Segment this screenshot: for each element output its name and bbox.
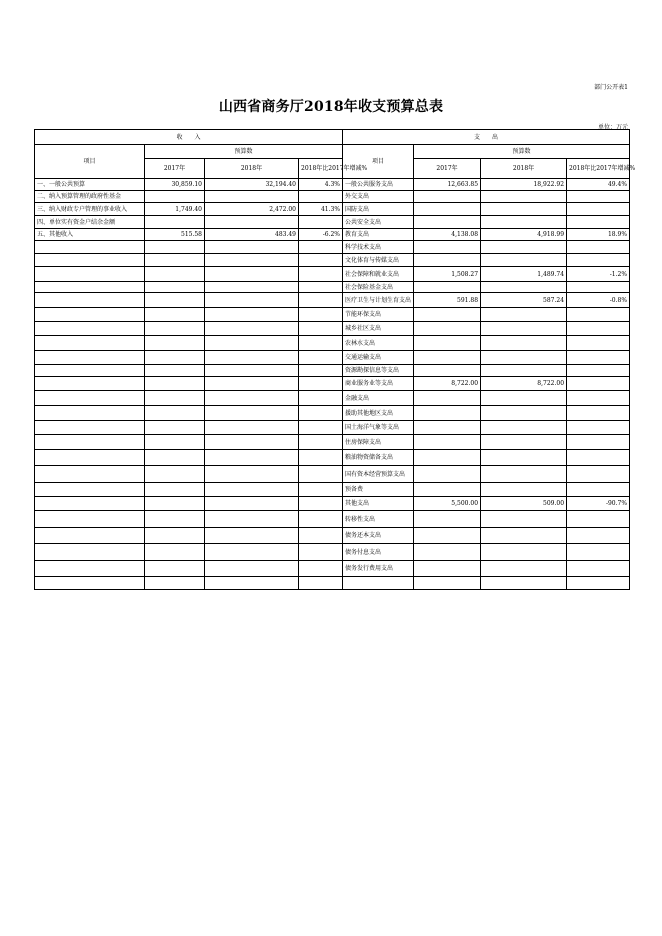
- expense-2017-cell: [414, 528, 481, 544]
- table-row: [35, 179, 630, 191]
- income-item-cell: 四、单位实有资金户结余金额: [35, 216, 145, 229]
- expense-2018-cell: [481, 203, 567, 216]
- table-row: [35, 377, 630, 391]
- expense-2017-cell: [414, 282, 481, 293]
- income-2017-cell: [145, 282, 205, 293]
- income-change-cell: [299, 254, 343, 267]
- expense-2017-cell: [414, 322, 481, 336]
- expense-2017-cell: [414, 391, 481, 406]
- expense-item-cell: 援助其他地区支出: [343, 406, 414, 421]
- income-item-cell: 一、一般公共预算: [35, 179, 145, 191]
- expense-2018-cell: [481, 365, 567, 377]
- income-2018-cell: [205, 544, 299, 561]
- income-item-cell: [35, 351, 145, 365]
- income-2018-header: 2018年: [205, 159, 299, 179]
- income-2017-cell: [145, 322, 205, 336]
- income-2017-cell: [145, 351, 205, 365]
- table-row: [35, 483, 630, 497]
- expense-change-cell: [567, 336, 630, 351]
- expense-2017-cell: 591.88: [414, 293, 481, 308]
- expense-item-cell: 债务发行费用支出: [343, 561, 414, 577]
- expense-2018-cell: [481, 336, 567, 351]
- expense-change-cell: [567, 561, 630, 577]
- income-2018-cell: [205, 282, 299, 293]
- income-change-cell: [299, 216, 343, 229]
- expense-item-cell: [343, 577, 414, 590]
- table-row: [35, 497, 630, 511]
- expense-item-cell: 医疗卫生与计划生育支出: [343, 293, 414, 308]
- expense-2017-cell: [414, 365, 481, 377]
- expense-2017-cell: [414, 241, 481, 254]
- income-change-cell: [299, 483, 343, 497]
- income-budget-header: 预算数: [145, 145, 343, 159]
- expense-item-cell: 教育支出: [343, 229, 414, 241]
- expense-item-cell: 节能环保支出: [343, 308, 414, 322]
- expense-change-cell: [567, 203, 630, 216]
- expense-change-cell: [567, 421, 630, 435]
- income-change-cell: [299, 351, 343, 365]
- income-change-cell: [299, 377, 343, 391]
- income-change-cell: [299, 282, 343, 293]
- income-item-cell: [35, 254, 145, 267]
- expense-2018-cell: [481, 528, 567, 544]
- income-change-cell: 4.3%: [299, 179, 343, 191]
- table-row: [35, 191, 630, 203]
- expense-change-cell: [567, 241, 630, 254]
- income-2018-cell: [205, 254, 299, 267]
- income-2018-cell: [205, 435, 299, 450]
- income-item-cell: [35, 241, 145, 254]
- income-item-cell: [35, 282, 145, 293]
- table-code-label: 部门公开表1: [594, 84, 628, 91]
- table-row: [35, 421, 630, 435]
- expense-2018-cell: 8,722.00: [481, 377, 567, 391]
- expense-2017-cell: [414, 577, 481, 590]
- expense-change-cell: [567, 435, 630, 450]
- income-item-cell: [35, 577, 145, 590]
- expense-change-cell: 18.9%: [567, 229, 630, 241]
- income-change-cell: [299, 466, 343, 483]
- table-row: [35, 435, 630, 450]
- income-change-cell: 41.3%: [299, 203, 343, 216]
- expense-2017-header: 2017年: [414, 159, 481, 179]
- income-2018-cell: [205, 450, 299, 466]
- expense-change-cell: [567, 282, 630, 293]
- table-row: [35, 241, 630, 254]
- income-change-cell: [299, 528, 343, 544]
- income-change-cell: [299, 322, 343, 336]
- expense-item-cell: 国防支出: [343, 203, 414, 216]
- income-item-cell: [35, 466, 145, 483]
- expense-item-cell: 农林水支出: [343, 336, 414, 351]
- income-change-cell: [299, 365, 343, 377]
- table-row: [35, 466, 630, 483]
- income-2018-cell: [205, 391, 299, 406]
- income-item-cell: 二、纳入预算管理的政府性基金: [35, 191, 145, 203]
- expense-header: 支 出: [343, 130, 630, 145]
- expense-item-cell: 社会保险基金支出: [343, 282, 414, 293]
- income-2017-cell: [145, 511, 205, 528]
- expense-change-cell: [567, 351, 630, 365]
- income-item-header: 项目: [35, 145, 145, 179]
- section-header-row: [35, 130, 630, 145]
- expense-item-header: 项目: [343, 145, 414, 179]
- table-row: [35, 293, 630, 308]
- income-2018-cell: [205, 308, 299, 322]
- expense-item-cell: 社会保障和就业支出: [343, 267, 414, 282]
- income-2017-cell: [145, 191, 205, 203]
- income-change-cell: [299, 544, 343, 561]
- table-row: [35, 511, 630, 528]
- expense-item-cell: 债务还本支出: [343, 528, 414, 544]
- income-2018-cell: [205, 377, 299, 391]
- expense-item-cell: 外交支出: [343, 191, 414, 203]
- income-item-cell: [35, 406, 145, 421]
- income-2018-cell: [205, 241, 299, 254]
- expense-change-cell: [567, 577, 630, 590]
- income-item-cell: [35, 322, 145, 336]
- table-row: [35, 229, 630, 241]
- income-item-cell: [35, 336, 145, 351]
- expense-2018-cell: [481, 406, 567, 421]
- expense-change-cell: [567, 377, 630, 391]
- expense-change-cell: 49.4%: [567, 179, 630, 191]
- table-row: [35, 216, 630, 229]
- income-change-cell: [299, 561, 343, 577]
- income-change-cell: -6.2%: [299, 229, 343, 241]
- expense-2018-cell: [481, 450, 567, 466]
- expense-2018-cell: [481, 351, 567, 365]
- expense-2017-cell: [414, 450, 481, 466]
- expense-2018-cell: [481, 421, 567, 435]
- expense-2017-cell: 1,508.27: [414, 267, 481, 282]
- expense-item-cell: 国有资本经营预算支出: [343, 466, 414, 483]
- income-2018-cell: [205, 336, 299, 351]
- income-item-cell: [35, 377, 145, 391]
- income-item-cell: [35, 511, 145, 528]
- table-row: [35, 561, 630, 577]
- income-2017-cell: [145, 267, 205, 282]
- expense-item-cell: 一般公共服务支出: [343, 179, 414, 191]
- income-change-cell: [299, 191, 343, 203]
- income-2017-cell: [145, 544, 205, 561]
- expense-2017-cell: 8,722.00: [414, 377, 481, 391]
- expense-change-cell: -0.8%: [567, 293, 630, 308]
- income-2018-cell: [205, 511, 299, 528]
- income-2017-cell: [145, 497, 205, 511]
- income-2018-cell: [205, 293, 299, 308]
- income-2017-cell: [145, 435, 205, 450]
- expense-2018-cell: [481, 483, 567, 497]
- expense-item-cell: 国土海洋气象等支出: [343, 421, 414, 435]
- income-2018-cell: 483.49: [205, 229, 299, 241]
- expense-2017-cell: [414, 216, 481, 229]
- page-title: 山西省商务厅2018年收支预算总表: [218, 99, 444, 115]
- income-2018-cell: [205, 191, 299, 203]
- income-2018-cell: [205, 351, 299, 365]
- income-change-cell: [299, 293, 343, 308]
- income-item-cell: [35, 308, 145, 322]
- table-row: [35, 450, 630, 466]
- table-row: [35, 322, 630, 336]
- income-2017-cell: [145, 365, 205, 377]
- income-change-cell: [299, 511, 343, 528]
- income-change-cell: [299, 497, 343, 511]
- income-item-cell: [35, 421, 145, 435]
- income-item-cell: 五、其他收入: [35, 229, 145, 241]
- income-change-cell: [299, 450, 343, 466]
- expense-change-cell: [567, 322, 630, 336]
- expense-2018-header: 2018年: [481, 159, 567, 179]
- expense-2017-cell: 5,500.00: [414, 497, 481, 511]
- expense-2018-cell: 18,922.92: [481, 179, 567, 191]
- income-item-cell: 三、纳入财政专户管理的事业收入: [35, 203, 145, 216]
- expense-2018-cell: [481, 322, 567, 336]
- income-item-cell: [35, 365, 145, 377]
- expense-item-cell: 公共安全支出: [343, 216, 414, 229]
- expense-2018-cell: [481, 391, 567, 406]
- expense-2018-cell: [481, 191, 567, 203]
- income-change-cell: [299, 406, 343, 421]
- column-header-row: [35, 145, 630, 159]
- expense-item-cell: 预备费: [343, 483, 414, 497]
- expense-change-cell: [567, 254, 630, 267]
- income-2017-cell: 30,859.10: [145, 179, 205, 191]
- income-2018-cell: [205, 421, 299, 435]
- income-item-cell: [35, 391, 145, 406]
- expense-change-cell: [567, 450, 630, 466]
- expense-2017-cell: [414, 435, 481, 450]
- expense-2017-cell: [414, 544, 481, 561]
- income-2017-cell: [145, 421, 205, 435]
- table-row: [35, 351, 630, 365]
- income-2017-cell: [145, 336, 205, 351]
- table-row: [35, 544, 630, 561]
- expense-2017-cell: [414, 511, 481, 528]
- income-2018-cell: [205, 267, 299, 282]
- expense-2018-cell: 509.00: [481, 497, 567, 511]
- income-item-cell: [35, 561, 145, 577]
- table-row: [35, 308, 630, 322]
- expense-2017-cell: [414, 483, 481, 497]
- income-2017-cell: 515.58: [145, 229, 205, 241]
- expense-change-cell: [567, 365, 630, 377]
- income-2017-cell: [145, 293, 205, 308]
- table-row: [35, 254, 630, 267]
- table-row: [35, 391, 630, 406]
- income-2018-cell: [205, 497, 299, 511]
- expense-2018-cell: [481, 308, 567, 322]
- expense-2017-cell: [414, 351, 481, 365]
- income-item-cell: [35, 293, 145, 308]
- expense-2018-cell: [481, 216, 567, 229]
- income-change-cell: [299, 308, 343, 322]
- income-change-header: 2018年比2017年增减%: [299, 159, 343, 179]
- income-2017-cell: [145, 406, 205, 421]
- income-2018-cell: [205, 216, 299, 229]
- expense-change-header: 2018年比2017年增减%: [567, 159, 630, 179]
- expense-change-cell: [567, 511, 630, 528]
- income-2017-cell: [145, 241, 205, 254]
- expense-2018-cell: [481, 241, 567, 254]
- expense-change-cell: [567, 191, 630, 203]
- expense-change-cell: [567, 528, 630, 544]
- income-2018-cell: 2,472.00: [205, 203, 299, 216]
- income-change-cell: [299, 336, 343, 351]
- income-header: 收 入: [35, 130, 343, 145]
- table-row: [35, 203, 630, 216]
- expense-item-cell: 债务付息支出: [343, 544, 414, 561]
- table-row: [35, 528, 630, 544]
- income-2017-cell: [145, 254, 205, 267]
- table-row: [35, 365, 630, 377]
- expense-2017-cell: [414, 336, 481, 351]
- income-2018-cell: [205, 406, 299, 421]
- income-2018-cell: [205, 577, 299, 590]
- income-2017-cell: [145, 216, 205, 229]
- income-change-cell: [299, 421, 343, 435]
- income-change-cell: [299, 391, 343, 406]
- expense-item-cell: 其他支出: [343, 497, 414, 511]
- expense-2018-cell: [481, 544, 567, 561]
- income-change-cell: [299, 435, 343, 450]
- expense-2018-cell: 4,918.99: [481, 229, 567, 241]
- table-row: [35, 406, 630, 421]
- income-2017-cell: 1,749.40: [145, 203, 205, 216]
- expense-2018-cell: [481, 561, 567, 577]
- expense-2018-cell: [481, 577, 567, 590]
- expense-change-cell: [567, 391, 630, 406]
- expense-2017-cell: [414, 191, 481, 203]
- income-2017-cell: [145, 377, 205, 391]
- expense-change-cell: [567, 216, 630, 229]
- expense-2017-cell: [414, 421, 481, 435]
- income-2017-cell: [145, 483, 205, 497]
- expense-item-cell: 文化体育与传媒支出: [343, 254, 414, 267]
- expense-item-cell: 科学技术支出: [343, 241, 414, 254]
- expense-2017-cell: 4,138.08: [414, 229, 481, 241]
- expense-change-cell: [567, 308, 630, 322]
- income-change-cell: [299, 241, 343, 254]
- table-row: [35, 577, 630, 590]
- income-2017-cell: [145, 577, 205, 590]
- expense-change-cell: [567, 406, 630, 421]
- income-2017-header: 2017年: [145, 159, 205, 179]
- expense-item-cell: 资源勘探信息等支出: [343, 365, 414, 377]
- income-2017-cell: [145, 391, 205, 406]
- income-2018-cell: [205, 528, 299, 544]
- expense-change-cell: [567, 544, 630, 561]
- expense-2018-cell: [481, 254, 567, 267]
- income-item-cell: [35, 528, 145, 544]
- expense-item-cell: 金融支出: [343, 391, 414, 406]
- table-row: [35, 282, 630, 293]
- expense-2017-cell: [414, 561, 481, 577]
- unit-label: 单位：万元: [597, 124, 628, 131]
- expense-2018-cell: 587.24: [481, 293, 567, 308]
- budget-table: [34, 129, 636, 590]
- expense-2018-cell: 1,489.74: [481, 267, 567, 282]
- table-row: [35, 336, 630, 351]
- expense-2018-cell: [481, 282, 567, 293]
- expense-2017-cell: [414, 254, 481, 267]
- income-item-cell: [35, 450, 145, 466]
- expense-item-cell: 住房保障支出: [343, 435, 414, 450]
- expense-change-cell: [567, 466, 630, 483]
- income-2017-cell: [145, 308, 205, 322]
- expense-item-cell: 粮油物资储备支出: [343, 450, 414, 466]
- expense-item-cell: 转移性支出: [343, 511, 414, 528]
- expense-change-cell: -1.2%: [567, 267, 630, 282]
- table-row: [35, 267, 630, 282]
- income-item-cell: [35, 497, 145, 511]
- expense-2018-cell: [481, 466, 567, 483]
- income-change-cell: [299, 577, 343, 590]
- expense-2018-cell: [481, 435, 567, 450]
- expense-change-cell: [567, 483, 630, 497]
- income-change-cell: [299, 267, 343, 282]
- expense-2017-cell: [414, 406, 481, 421]
- expense-2018-cell: [481, 511, 567, 528]
- expense-item-cell: 城乡社区支出: [343, 322, 414, 336]
- expense-budget-header: 预算数: [414, 145, 630, 159]
- income-2017-cell: [145, 561, 205, 577]
- expense-2017-cell: [414, 466, 481, 483]
- expense-2017-cell: [414, 308, 481, 322]
- income-2018-cell: [205, 561, 299, 577]
- income-2018-cell: [205, 483, 299, 497]
- expense-2017-cell: [414, 203, 481, 216]
- expense-change-cell: -90.7%: [567, 497, 630, 511]
- expense-2017-cell: 12,663.85: [414, 179, 481, 191]
- income-2017-cell: [145, 466, 205, 483]
- income-2017-cell: [145, 528, 205, 544]
- income-2018-cell: [205, 466, 299, 483]
- income-item-cell: [35, 544, 145, 561]
- income-item-cell: [35, 483, 145, 497]
- income-2018-cell: 32,194.40: [205, 179, 299, 191]
- income-2018-cell: [205, 322, 299, 336]
- income-2017-cell: [145, 450, 205, 466]
- income-item-cell: [35, 435, 145, 450]
- income-item-cell: [35, 267, 145, 282]
- income-2018-cell: [205, 365, 299, 377]
- expense-item-cell: 商业服务业等支出: [343, 377, 414, 391]
- expense-item-cell: 交通运输支出: [343, 351, 414, 365]
